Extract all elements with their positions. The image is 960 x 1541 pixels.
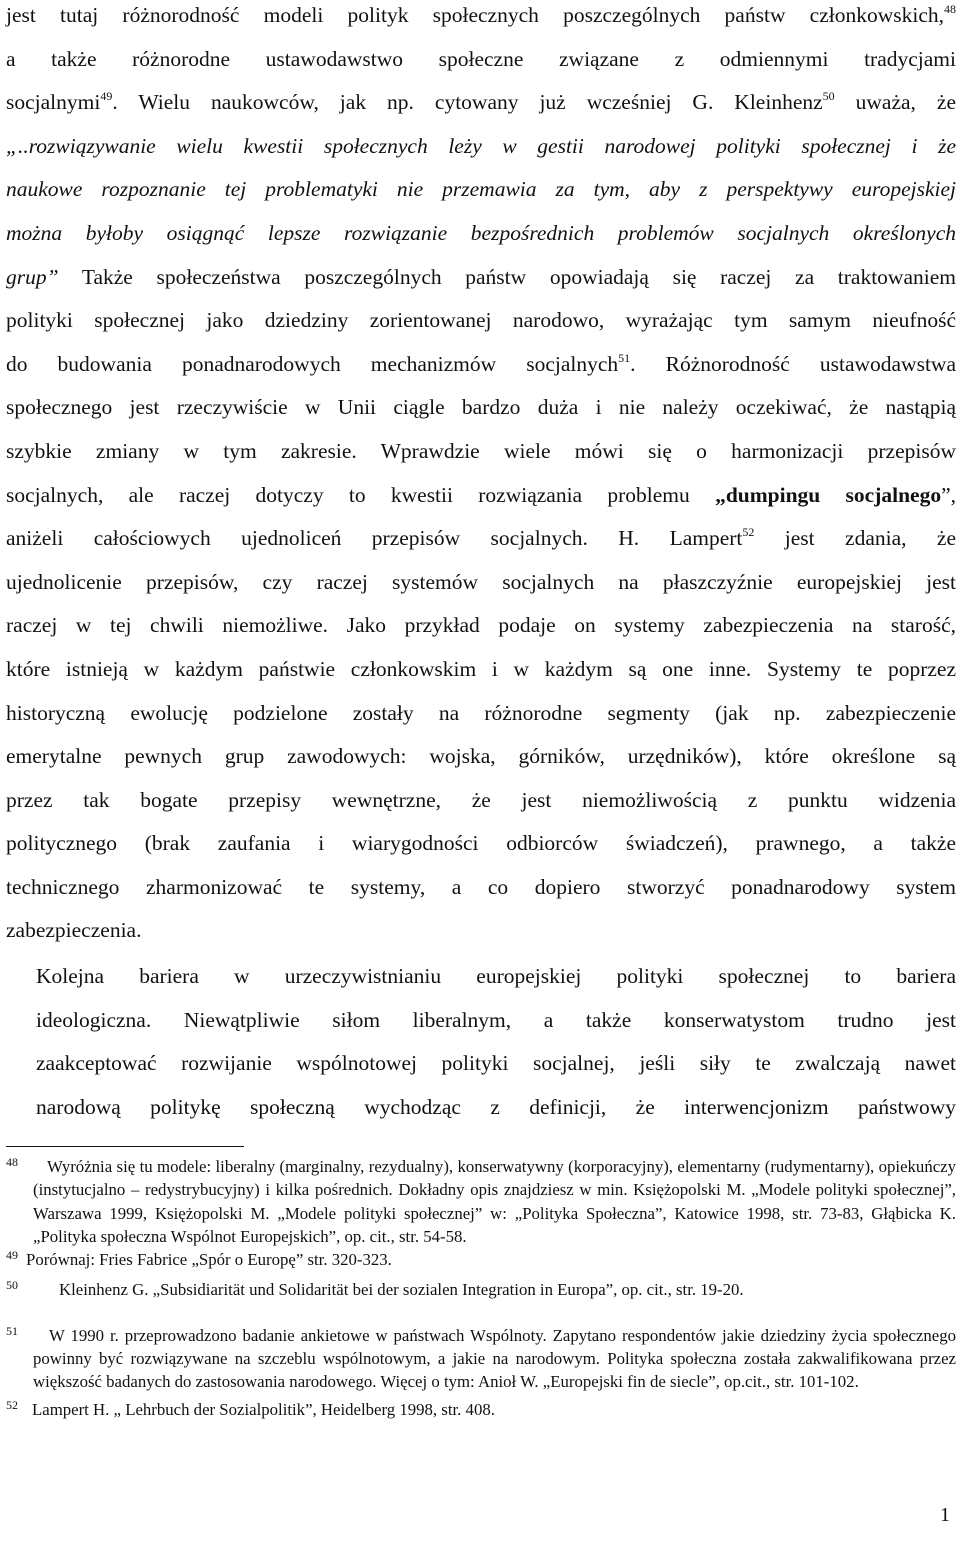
text-line: do budowania ponadnarodowych mechanizmów socjalnych$^{51}$. Różnorodność ustawodawstwa — [6, 350, 956, 376]
footnotes — [6, 1155, 956, 1421]
bold-term: „dumpingu socjalnego — [715, 482, 942, 507]
text-line: jest tutaj różnorodność modeli polityk społecznych poszczególnych państw członkowskich,$^{48}$ — [6, 2, 956, 27]
footnote-text: Wyróżnia się tu modele: liberalny (marginalny, rezydualny), konserwatywny (korporacyjny), elementarny (rudymentarny), opiekuńczy (instytucjalno – redystrybucyjny) i kilka pośrednich. Dokładny opis znajdziesz w min. Księżopolski M. „Modele polityki społecznej”, Warszawa 1999, Księżopolski M. „Modele polityki społecznej” w: „Polityka Społeczna”, Katowice 1998, str. 73-83, Głąbicka K. „Polityka społeczna Wspólnot Europejskich”, op. cit., str. 54-58. — [33, 1157, 956, 1246]
quote-line: można byłoby osiągnąć lepsze rozwiązanie bezpośrednich problemów socjalnych określonych — [6, 220, 956, 245]
document-page — [6, 0, 956, 1541]
text-line: które istnieją w każdym państwie członkowskim i w każdym są one inne. Systemy te poprzez — [6, 656, 956, 681]
text-line: aniżeli całościowych ujednoliceń przepisów socjalnych. H. Lampert$^{52}$ jest zdania, że — [6, 525, 956, 551]
text-line: politycznego (brak zaufania i wiarygodności odbiorców świadczeń), prawnego, a także — [6, 831, 956, 856]
text-line: socjalnych, ale raczej dotyczy to kwestii rozwiązania problemu „dumpingu socjalnego”, — [6, 482, 956, 507]
text-line: przez tak bogate przepisy wewnętrzne, że jest niemożliwością z punktu widzenia — [6, 787, 956, 812]
footnote-48 — [6, 1155, 956, 1248]
page-number: 1 — [940, 1504, 950, 1526]
footnote-49 — [6, 1248, 956, 1271]
text-line: grup” Także społeczeństwa poszczególnych państw opowiadają się raczej za traktowaniem — [6, 264, 956, 289]
footnote-text: W 1990 r. przeprowadzono badanie ankietowe w państwach Wspólnoty. Zapytano respondentów jakie dziedziny życia społecznego powinny być rozwiązywane na szczeblu wspólnotowym, a jakie na narodowym. Polityka społeczna została zakwalifikowana przez większość badanych do zastosowania narodowego. Więcej o tym: Anioł W. „Europejski fin de siecle”, op.cit., str. 101-102. — [33, 1325, 956, 1392]
text-line: emerytalne pewnych grup zawodowych: wojska, górników, urzędników), które określone są — [6, 744, 956, 769]
text-line: a także różnorodne ustawodawstwo społeczne związane z odmiennymi tradycjami — [6, 46, 956, 71]
footnote-ref-48[interactable]: 48 — [944, 2, 956, 16]
footnote-number: 52 — [6, 1397, 18, 1412]
body-paragraph-2 — [6, 955, 956, 1129]
text-line: raczej w tej chwili niemożliwe. Jako przykład podaje on systemy zabezpieczenia na starość, — [6, 613, 956, 638]
footnote-ref-52[interactable]: 52 — [742, 525, 755, 540]
footnote-number: 49 — [6, 1248, 18, 1263]
footnote-separator — [6, 1146, 244, 1147]
quote-line: naukowe rozpoznanie tej problematyki nie przemawia za tym, aby z perspektywy europejskiej — [6, 177, 956, 202]
text-line: zaakceptować rozwijanie wspólnotowej polityki socjalnej, jeśli siły te zwalczają nawet — [36, 1051, 956, 1076]
footnote-50 — [6, 1278, 956, 1301]
text-line: polityki społecznej jako dziedziny zorientowanej narodowo, wyrażając tym samym nieufność — [6, 308, 956, 333]
text-line: narodową politykę społeczną wychodząc z definicji, że interwencjonizm państwowy — [36, 1094, 956, 1119]
text-line: ujednolicenie przepisów, czy raczej systemów socjalnych na płaszczyźnie europejskiej jest — [6, 569, 956, 594]
footnote-ref-50[interactable]: 50 — [822, 89, 835, 104]
quote-line: „..rozwiązywanie wielu kwestii społecznych leży w gestii narodowej polityki społecznej i że — [6, 133, 956, 158]
text-line: historyczną ewolucję podzielone zostały na różnorodne segmenty (jak np. zabezpieczenie — [6, 700, 956, 725]
text-line: zabezpieczenia. — [6, 918, 142, 943]
text-line: technicznego zharmonizować te systemy, a co dopiero stworzyć ponadnarodowy system — [6, 874, 956, 899]
footnote-number: 50 — [6, 1278, 18, 1293]
body-paragraph-1 — [6, 0, 956, 953]
text-line: socjalnymi$^{49}$. Wielu naukowców, jak np. cytowany już wcześniej G. Kleinhenz$^{50}$ uważa, że — [6, 89, 956, 115]
footnote-text: Lampert H. „ Lehrbuch der Sozialpolitik”, Heidelberg 1998, str. 408. — [32, 1399, 495, 1419]
quote-end: grup” — [6, 264, 59, 289]
footnote-ref-49[interactable]: 49 — [100, 89, 113, 104]
footnote-ref-51[interactable]: 51 — [618, 350, 631, 365]
footnote-52 — [6, 1398, 956, 1421]
text-line: ideologiczna. Niewątpliwie siłom liberalnym, a także konserwatystom trudno jest — [36, 1007, 956, 1032]
text-line: społecznego jest rzeczywiście w Unii ciągle bardzo duża i nie należy oczekiwać, że nastąpią — [6, 395, 956, 420]
footnote-text: Kleinhenz G. „Subsidiarität und Solidarität bei der sozialen Integration in Europa”, op. cit., str. 19-20. — [59, 1280, 744, 1300]
text-line: szybkie zmiany w tym zakresie. Wprawdzie wiele mówi się o harmonizacji przepisów — [6, 438, 956, 463]
footnote-text: Porównaj: Fries Fabrice „Spór o Europę” str. 320-323. — [26, 1250, 392, 1270]
footnote-number: 51 — [6, 1323, 18, 1338]
footnote-number: 48 — [6, 1155, 18, 1169]
text-line: Kolejna bariera w urzeczywistnianiu europejskiej polityki społecznej to bariera — [36, 964, 956, 988]
footnote-51 — [6, 1324, 956, 1394]
